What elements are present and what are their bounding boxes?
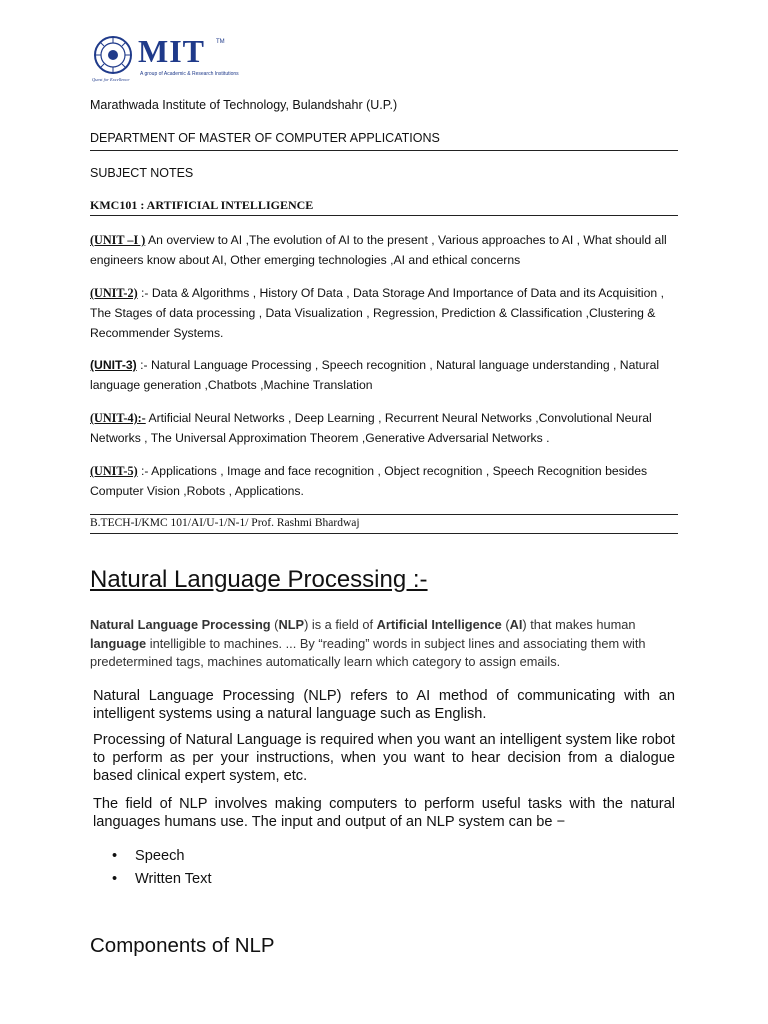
unit-label: (UNIT-2) — [90, 286, 138, 300]
logo-trademark: TM — [216, 39, 225, 45]
unit-3-summary: (UNIT-3) :- Natural Language Processing , Speech recognition , Natural language understanding , Natural language generation ,Chatbots ,Machine Translation — [90, 358, 660, 392]
mit-logo — [92, 33, 239, 83]
bullet-icon: • — [112, 848, 118, 864]
nlp-io-list — [112, 847, 212, 893]
course-title: KMC101 : ARTIFICIAL INTELLIGENCE — [90, 198, 314, 212]
list-item: • Speech — [112, 848, 185, 864]
footer-bottom-divider — [90, 533, 678, 534]
unit-topics: An overview to AI ,The evolution of AI to the present , Various approaches to AI , What should all engineers know about AI, Other emerging technologies ,AI and ethical concerns — [90, 233, 667, 267]
unit-5-summary: (UNIT-5) :- Applications , Image and face recognition , Object recognition , Speech Recognition besides Computer Vision ,Robots , Applications. — [90, 464, 648, 498]
nlp-paragraph: Natural Language Processing (NLP) refers to AI method of communicating with an intelligent systems using a natural language such as English. — [93, 688, 675, 722]
unit-topics: Data & Algorithms , History Of Data , Data Storage And Importance of Data and its Acquisition , The Stages of data processing , Data Visualization , Regression, Prediction & Classification ,Clustering & Recommender Systems. — [90, 286, 664, 340]
unit-4-summary — [90, 408, 680, 448]
subject-notes-label: SUBJECT NOTES — [90, 166, 194, 180]
footer-top-divider — [90, 514, 678, 515]
unit-1-summary — [90, 230, 680, 270]
logo-motto: Quest for Excellence — [92, 77, 130, 82]
unit-topics: Applications , Image and face recognition , Object recognition , Speech Recognition besides Computer Vision ,Robots , Applications. — [90, 464, 648, 498]
header-divider — [90, 150, 678, 151]
course-divider — [90, 215, 678, 216]
logo-text: MIT — [138, 33, 205, 69]
unit-label: (UNIT-5) — [90, 464, 138, 478]
section-heading: Natural Language Processing :- — [90, 566, 428, 593]
logo-tagline: A group of Academic & Research Institutions — [140, 71, 239, 77]
unit-label: (UNIT-3) — [90, 358, 137, 372]
mit-emblem-icon — [92, 35, 134, 79]
unit-label: (UNIT –I ) — [90, 233, 146, 247]
unit-topics: Natural Language Processing , Speech recognition , Natural language understanding , Natural language generation ,Chatbots ,Machine Translation — [90, 358, 660, 392]
unit-label: (UNIT-4):- — [90, 411, 146, 425]
list-item: • Written Text — [112, 871, 212, 887]
institute-name: Marathwada Institute of Technology, Bulandshahr (U.P.) — [90, 98, 398, 112]
nlp-paragraph: Processing of Natural Language is required when you want an intelligent system like robot to perform as per your instructions, when you want to hear decision from a dialogue based clinical expert system, etc. — [93, 732, 675, 784]
nlp-paragraph: The field of NLP involves making computers to perform useful tasks with the natural languages humans use. The input and output of an NLP system can be − — [93, 796, 675, 830]
unit-2-summary: (UNIT-2) :- Data & Algorithms , History Of Data , Data Storage And Importance of Data and its Acquisition , The Stages of data processing , Data Visualization , Regression, Prediction & Classification ,Clustering & Recommender Systems. — [90, 286, 664, 340]
department-name: DEPARTMENT OF MASTER OF COMPUTER APPLICATIONS — [90, 131, 440, 145]
bullet-icon: • — [112, 871, 118, 887]
components-heading: Components of NLP — [90, 934, 275, 957]
footer-code: B.TECH-I/KMC 101/AI/U-1/N-1/ Prof. Rashmi Bhardwaj — [90, 517, 360, 529]
nlp-intro: Natural Language Processing (NLP) is a field of Artificial Intelligence (AI) that makes human language intelligible to machines. ... By “reading” words in subject lines and associating them with predetermined tags, machines automatically learn which category to assign emails. — [90, 617, 646, 669]
unit-topics: Artificial Neural Networks , Deep Learning , Recurrent Neural Networks ,Convolutional Neural Networks , The Universal Approximation Theorem ,Generative Adversarial Networks . — [90, 411, 652, 445]
